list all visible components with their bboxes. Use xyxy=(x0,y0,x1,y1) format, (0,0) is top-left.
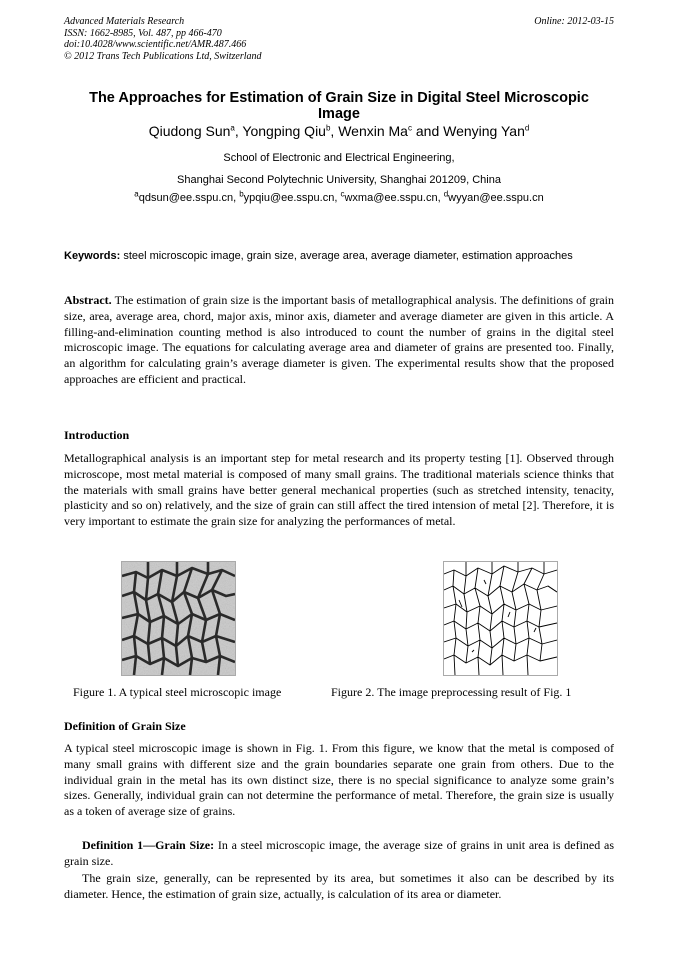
title-line-1: The Approaches for Estimation of Grain Size in Digital Steel Microscopic xyxy=(89,90,589,106)
definition-1-text: In a steel microscopic image, the average size of grains in unit area is defined as grain size. xyxy=(64,838,614,868)
journal-header xyxy=(64,16,262,62)
email: $^a$qdsun@ee.sspu.cn, xyxy=(134,189,240,204)
online-date: Online: 2012-03-15 xyxy=(534,16,614,27)
journal-issn: ISSN: 1662-8985, Vol. 487, pp 466-470 xyxy=(64,27,222,39)
journal-copyright: © 2012 Trans Tech Publications Ltd, Switzerland xyxy=(64,50,262,62)
email: $^c$wxma@ee.sspu.cn, xyxy=(340,189,444,204)
definition-1 xyxy=(64,838,614,870)
definition-paragraph: A typical steel microscopic image is shown in Fig. 1. From this figure, we know that the metal is composed of many small grains with different size and the grain boundaries separate one grain from others. Due to the individual grain in the metal has its own distinct size, there is no special significance to analyze some grain’s sizes. Generally, individual grain can not determine the performance of metal. Therefore, the grain size is usually as a token of average size of grains. xyxy=(64,741,614,819)
definition-heading: Definition of Grain Size xyxy=(64,719,186,733)
paper-title xyxy=(56,90,622,122)
figure-2-caption: Figure 2. The image preprocessing result of Fig. 1 xyxy=(331,685,572,699)
email-list xyxy=(40,189,638,205)
author: Yongping Qiu$^b$, xyxy=(242,123,339,139)
preprocessed-boundary-figure xyxy=(443,561,558,676)
grain-size-paragraph: The grain size, generally, can be represented by its area, but sometimes it also can be described by its diameter. Hence, the estimation of grain size, actually, is calculation of its area or diameter. xyxy=(64,871,614,901)
abstract-text: The estimation of grain size is the important basis of metallographical analysis. The definitions of grain size, area, average area, chord, major axis, minor axis, diameter and average diameter are given in this article. A filling-and-elimination counting method is also introduced to count the number of grains in the digital steel microscopic image. The equations for calculating average area and diameter of grains are presented too. Finally, an algorithm for calculating grain’s average diameter is given. The experimental results show that the proposed approaches are efficient and practical. xyxy=(64,293,614,386)
keywords-text: steel microscopic image, grain size, average area, average diameter, estimation approaches xyxy=(123,250,573,262)
journal-name: Advanced Materials Research xyxy=(64,16,185,27)
author: Wenxin Ma$^c$ and xyxy=(338,123,444,139)
affiliation-line-2: Shanghai Second Polytechnic University, Shanghai 201209, China xyxy=(177,174,501,186)
author: Qiudong Sun$^a$, xyxy=(148,123,243,139)
abstract-label: Abstract. xyxy=(64,293,112,307)
title-line-2: Image xyxy=(318,106,360,122)
email: $^b$ypqiu@ee.sspu.cn, xyxy=(239,189,341,204)
definition-1-label: Definition 1—Grain Size: xyxy=(82,838,215,852)
keywords xyxy=(64,250,614,264)
abstract xyxy=(64,293,614,388)
affiliation-line-1: School of Electronic and Electrical Engineering, xyxy=(223,152,455,164)
journal-doi: doi:10.4028/www.scientific.net/AMR.487.466 xyxy=(64,39,247,50)
introduction-text: Metallographical analysis is an important step for metal research and its property testing [1]. Observed through microscope, most metal material is composed of many small grains. The traditional materials science thinks that the materials with small grains have better general mechanical properties (such as stretched intensity, tenacity, plasticity and so on) relatively, and the size of grain can still affect the tired intension of metal [2]. Therefore, it is very important to estimate the grain size for analyzing the performances of metal. xyxy=(64,451,614,529)
author-list xyxy=(40,122,638,140)
email: $^d$wyyan@ee.sspu.cn xyxy=(443,189,544,204)
author: Wenying Yan$^d$ xyxy=(443,123,530,139)
figure-1-caption: Figure 1. A typical steel microscopic image xyxy=(73,685,282,699)
steel-micrograph-figure xyxy=(121,561,236,676)
introduction-heading: Introduction xyxy=(64,428,130,442)
keywords-label: Keywords: xyxy=(64,250,121,262)
